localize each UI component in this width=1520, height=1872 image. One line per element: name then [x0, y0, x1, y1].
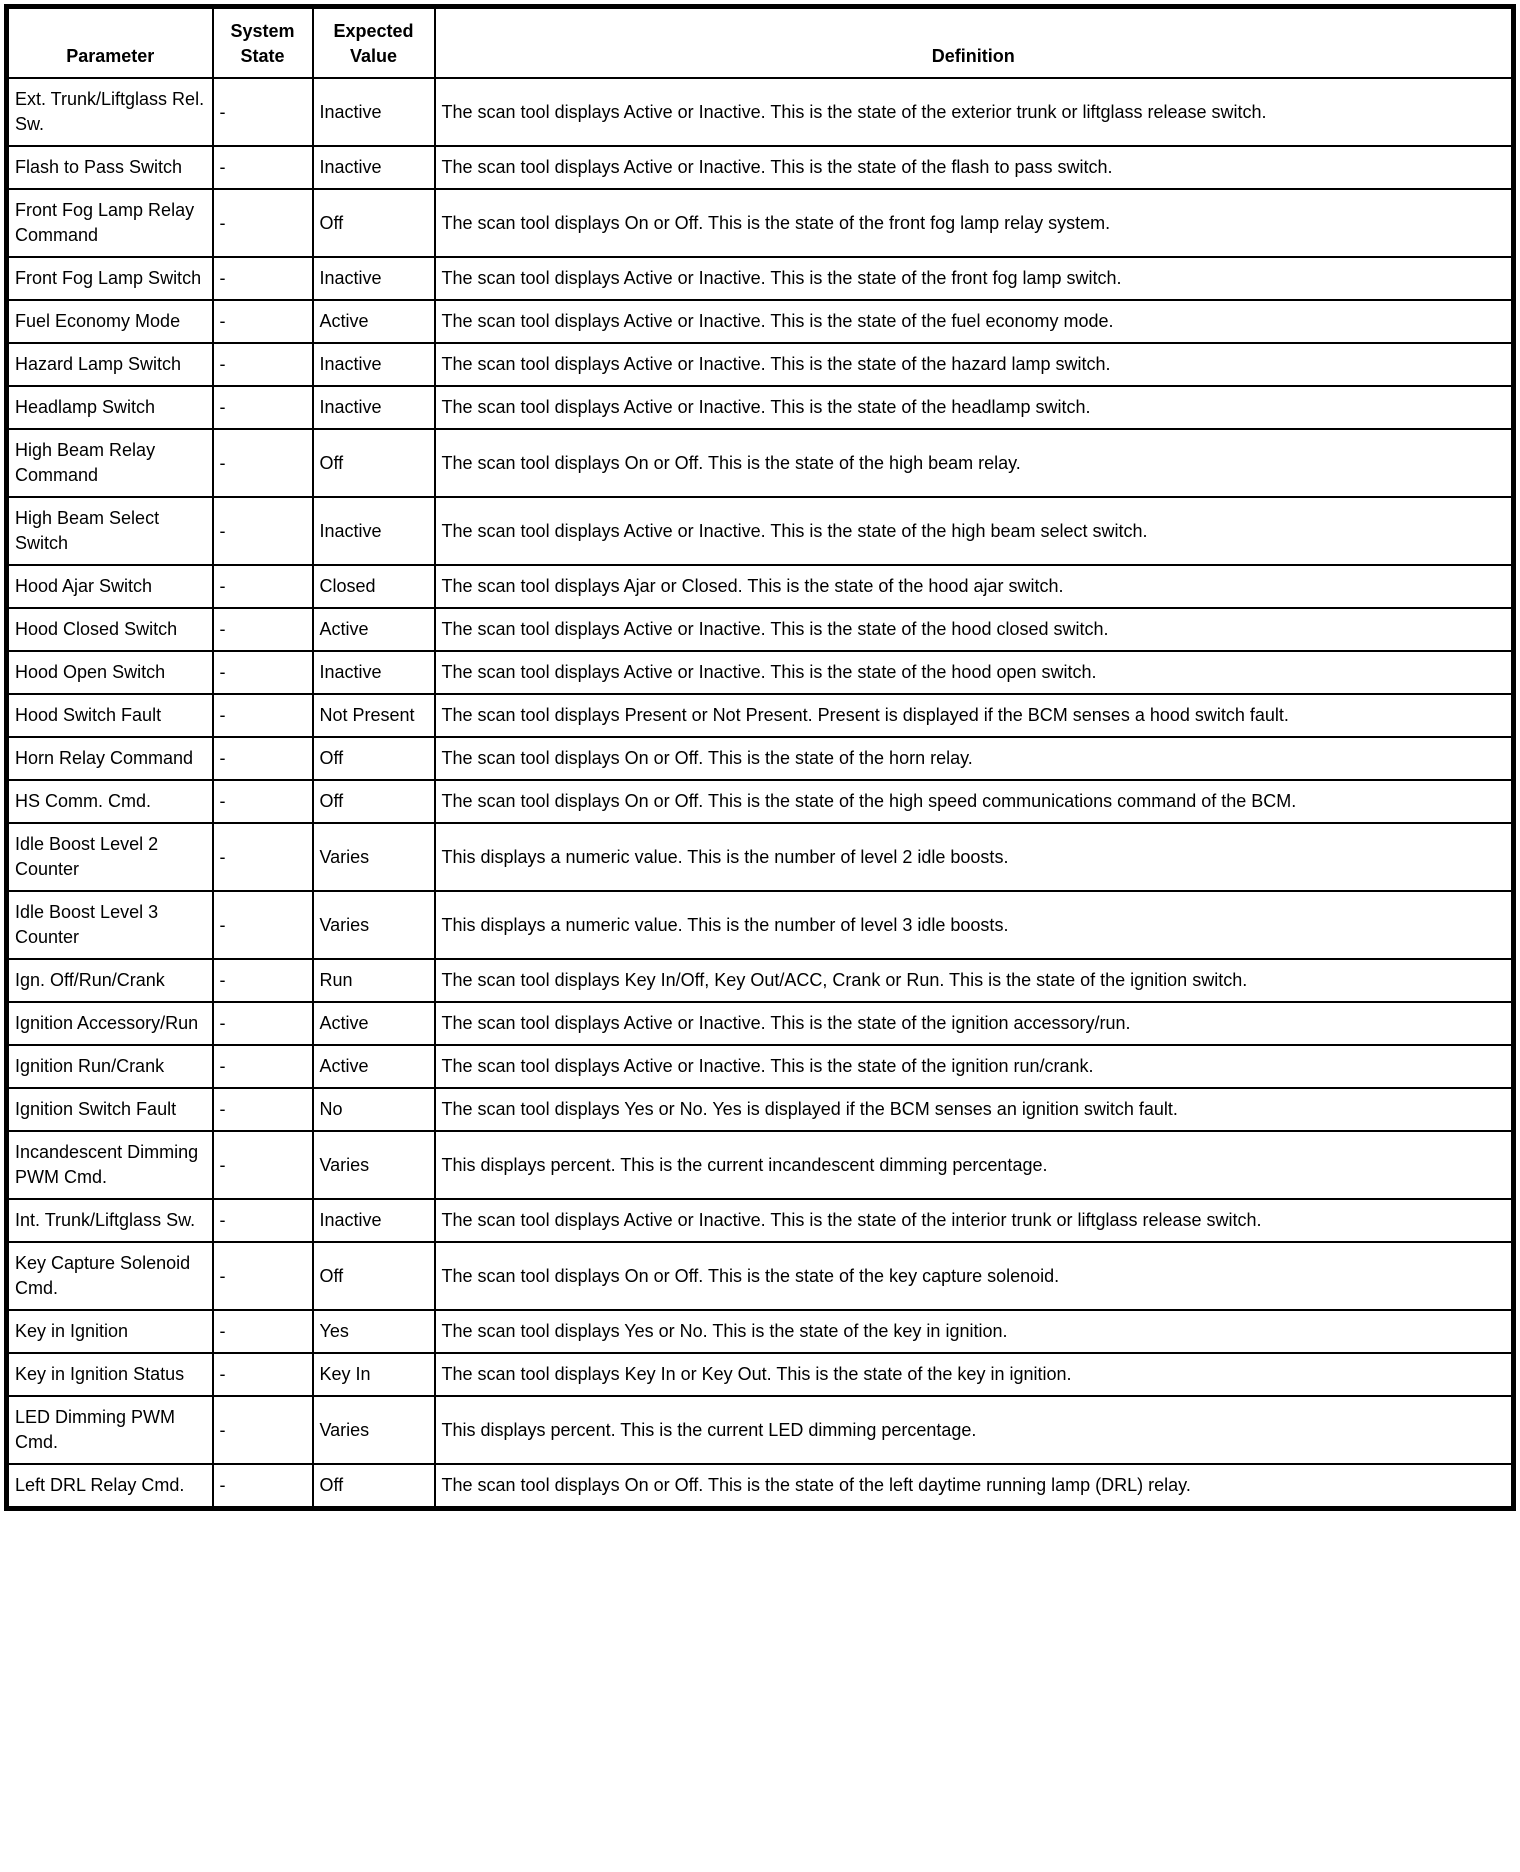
system-state-cell: - — [213, 651, 313, 694]
system-state-cell: - — [213, 823, 313, 891]
expected-value-cell: Varies — [313, 1131, 435, 1199]
parameter-cell: Idle Boost Level 2 Counter — [7, 823, 213, 891]
definition-cell: The scan tool displays Active or Inactive. This is the state of the hood closed switch. — [435, 608, 1514, 651]
system-state-cell: - — [213, 1199, 313, 1242]
system-state-cell: - — [213, 694, 313, 737]
system-state-cell: - — [213, 1464, 313, 1509]
expected-value-cell: Inactive — [313, 257, 435, 300]
table-row — [7, 1045, 1514, 1088]
table-row — [7, 189, 1514, 257]
system-state-cell: - — [213, 343, 313, 386]
definition-cell: The scan tool displays Active or Inactive. This is the state of the hazard lamp switch. — [435, 343, 1514, 386]
table-row — [7, 1199, 1514, 1242]
parameter-cell: HS Comm. Cmd. — [7, 780, 213, 823]
definition-cell: The scan tool displays On or Off. This is the state of the high speed communications command of the BCM. — [435, 780, 1514, 823]
definition-cell: The scan tool displays Active or Inactive. This is the state of the fuel economy mode. — [435, 300, 1514, 343]
system-state-cell: - — [213, 1396, 313, 1464]
table-row — [7, 146, 1514, 189]
parameter-cell: Key in Ignition Status — [7, 1353, 213, 1396]
expected-value-cell: Inactive — [313, 146, 435, 189]
expected-value-cell: Active — [313, 1002, 435, 1045]
table-row — [7, 386, 1514, 429]
definition-cell: The scan tool displays Active or Inactive. This is the state of the headlamp switch. — [435, 386, 1514, 429]
parameter-cell: High Beam Select Switch — [7, 497, 213, 565]
header-expected-value: Expected Value — [313, 7, 435, 79]
parameter-cell: Key Capture Solenoid Cmd. — [7, 1242, 213, 1310]
definition-cell: The scan tool displays Active or Inactive. This is the state of the flash to pass switch. — [435, 146, 1514, 189]
expected-value-cell: No — [313, 1088, 435, 1131]
definition-cell: The scan tool displays Active or Inactive. This is the state of the ignition accessory/run. — [435, 1002, 1514, 1045]
expected-value-cell: Off — [313, 1242, 435, 1310]
definition-cell: The scan tool displays On or Off. This is the state of the key capture solenoid. — [435, 1242, 1514, 1310]
parameter-cell: LED Dimming PWM Cmd. — [7, 1396, 213, 1464]
expected-value-cell: Closed — [313, 565, 435, 608]
header-parameter: Parameter — [7, 7, 213, 79]
system-state-cell: - — [213, 780, 313, 823]
table-row — [7, 1088, 1514, 1131]
definition-cell: The scan tool displays Active or Inactive. This is the state of the ignition run/crank. — [435, 1045, 1514, 1088]
system-state-cell: - — [213, 386, 313, 429]
definition-cell: The scan tool displays Key In or Key Out. This is the state of the key in ignition. — [435, 1353, 1514, 1396]
system-state-cell: - — [213, 429, 313, 497]
definition-cell: The scan tool displays Active or Inactive. This is the state of the high beam select switch. — [435, 497, 1514, 565]
table-row — [7, 1353, 1514, 1396]
header-definition: Definition — [435, 7, 1514, 79]
parameter-cell: Fuel Economy Mode — [7, 300, 213, 343]
table-row — [7, 343, 1514, 386]
parameter-cell: Front Fog Lamp Relay Command — [7, 189, 213, 257]
table-row — [7, 780, 1514, 823]
system-state-cell: - — [213, 1353, 313, 1396]
parameter-cell: Int. Trunk/Liftglass Sw. — [7, 1199, 213, 1242]
parameter-cell: Idle Boost Level 3 Counter — [7, 891, 213, 959]
table-row — [7, 737, 1514, 780]
system-state-cell: - — [213, 257, 313, 300]
definition-cell: The scan tool displays Active or Inactive. This is the state of the exterior trunk or liftglass release switch. — [435, 78, 1514, 146]
table-row — [7, 694, 1514, 737]
parameter-cell: Key in Ignition — [7, 1310, 213, 1353]
system-state-cell: - — [213, 1310, 313, 1353]
scan-tool-parameter-table — [4, 4, 1516, 1511]
system-state-cell: - — [213, 300, 313, 343]
system-state-cell: - — [213, 497, 313, 565]
table-row — [7, 1242, 1514, 1310]
definition-cell: The scan tool displays Key In/Off, Key Out/ACC, Crank or Run. This is the state of the ignition switch. — [435, 959, 1514, 1002]
expected-value-cell: Inactive — [313, 343, 435, 386]
expected-value-cell: Off — [313, 737, 435, 780]
parameter-cell: Hood Closed Switch — [7, 608, 213, 651]
table-row — [7, 429, 1514, 497]
table-row — [7, 891, 1514, 959]
expected-value-cell: Run — [313, 959, 435, 1002]
system-state-cell: - — [213, 146, 313, 189]
system-state-cell: - — [213, 891, 313, 959]
system-state-cell: - — [213, 608, 313, 651]
header-system-state: System State — [213, 7, 313, 79]
definition-cell: This displays percent. This is the current incandescent dimming percentage. — [435, 1131, 1514, 1199]
expected-value-cell: Inactive — [313, 651, 435, 694]
expected-value-cell: Inactive — [313, 78, 435, 146]
expected-value-cell: Varies — [313, 891, 435, 959]
table-header — [7, 7, 1514, 79]
system-state-cell: - — [213, 78, 313, 146]
system-state-cell: - — [213, 1088, 313, 1131]
parameter-cell: High Beam Relay Command — [7, 429, 213, 497]
expected-value-cell: Off — [313, 1464, 435, 1509]
parameter-cell: Incandescent Dimming PWM Cmd. — [7, 1131, 213, 1199]
definition-cell: The scan tool displays Active or Inactive. This is the state of the hood open switch. — [435, 651, 1514, 694]
definition-cell: The scan tool displays Active or Inactive. This is the state of the front fog lamp switch. — [435, 257, 1514, 300]
expected-value-cell: Not Present — [313, 694, 435, 737]
parameter-cell: Front Fog Lamp Switch — [7, 257, 213, 300]
table-row — [7, 497, 1514, 565]
definition-cell: This displays a numeric value. This is the number of level 2 idle boosts. — [435, 823, 1514, 891]
expected-value-cell: Off — [313, 189, 435, 257]
definition-cell: The scan tool displays Yes or No. Yes is displayed if the BCM senses an ignition switch fault. — [435, 1088, 1514, 1131]
definition-cell: The scan tool displays Active or Inactive. This is the state of the interior trunk or liftglass release switch. — [435, 1199, 1514, 1242]
parameter-cell: Hood Open Switch — [7, 651, 213, 694]
expected-value-cell: Active — [313, 300, 435, 343]
expected-value-cell: Active — [313, 1045, 435, 1088]
definition-cell: The scan tool displays Present or Not Present. Present is displayed if the BCM senses a hood switch fault. — [435, 694, 1514, 737]
parameter-cell: Ign. Off/Run/Crank — [7, 959, 213, 1002]
definition-cell: The scan tool displays On or Off. This is the state of the front fog lamp relay system. — [435, 189, 1514, 257]
table-row — [7, 78, 1514, 146]
expected-value-cell: Inactive — [313, 386, 435, 429]
definition-cell: The scan tool displays On or Off. This is the state of the high beam relay. — [435, 429, 1514, 497]
table-row — [7, 300, 1514, 343]
table-body — [7, 78, 1514, 1509]
table-row — [7, 1396, 1514, 1464]
system-state-cell: - — [213, 1002, 313, 1045]
table-row — [7, 651, 1514, 694]
table-row — [7, 1464, 1514, 1509]
parameter-cell: Ignition Accessory/Run — [7, 1002, 213, 1045]
table-row — [7, 1131, 1514, 1199]
parameter-cell: Flash to Pass Switch — [7, 146, 213, 189]
system-state-cell: - — [213, 189, 313, 257]
expected-value-cell: Inactive — [313, 497, 435, 565]
parameter-cell: Ignition Run/Crank — [7, 1045, 213, 1088]
definition-cell: The scan tool displays Yes or No. This is the state of the key in ignition. — [435, 1310, 1514, 1353]
expected-value-cell: Yes — [313, 1310, 435, 1353]
table-row — [7, 257, 1514, 300]
expected-value-cell: Key In — [313, 1353, 435, 1396]
expected-value-cell: Varies — [313, 1396, 435, 1464]
expected-value-cell: Active — [313, 608, 435, 651]
expected-value-cell: Off — [313, 780, 435, 823]
table-row — [7, 959, 1514, 1002]
system-state-cell: - — [213, 1242, 313, 1310]
definition-cell: This displays a numeric value. This is the number of level 3 idle boosts. — [435, 891, 1514, 959]
definition-cell: The scan tool displays On or Off. This is the state of the horn relay. — [435, 737, 1514, 780]
parameter-cell: Hood Ajar Switch — [7, 565, 213, 608]
parameter-cell: Ext. Trunk/Liftglass Rel. Sw. — [7, 78, 213, 146]
header-row — [7, 7, 1514, 79]
system-state-cell: - — [213, 1045, 313, 1088]
parameter-cell: Hazard Lamp Switch — [7, 343, 213, 386]
parameter-cell: Horn Relay Command — [7, 737, 213, 780]
system-state-cell: - — [213, 1131, 313, 1199]
parameter-cell: Ignition Switch Fault — [7, 1088, 213, 1131]
parameter-cell: Left DRL Relay Cmd. — [7, 1464, 213, 1509]
definition-cell: The scan tool displays Ajar or Closed. This is the state of the hood ajar switch. — [435, 565, 1514, 608]
expected-value-cell: Varies — [313, 823, 435, 891]
expected-value-cell: Off — [313, 429, 435, 497]
parameter-cell: Hood Switch Fault — [7, 694, 213, 737]
definition-cell: The scan tool displays On or Off. This is the state of the left daytime running lamp (DRL) relay. — [435, 1464, 1514, 1509]
definition-cell: This displays percent. This is the current LED dimming percentage. — [435, 1396, 1514, 1464]
system-state-cell: - — [213, 959, 313, 1002]
table-row — [7, 608, 1514, 651]
parameter-cell: Headlamp Switch — [7, 386, 213, 429]
system-state-cell: - — [213, 737, 313, 780]
system-state-cell: - — [213, 565, 313, 608]
table-row — [7, 1310, 1514, 1353]
table-row — [7, 565, 1514, 608]
table-row — [7, 823, 1514, 891]
table-row — [7, 1002, 1514, 1045]
expected-value-cell: Inactive — [313, 1199, 435, 1242]
